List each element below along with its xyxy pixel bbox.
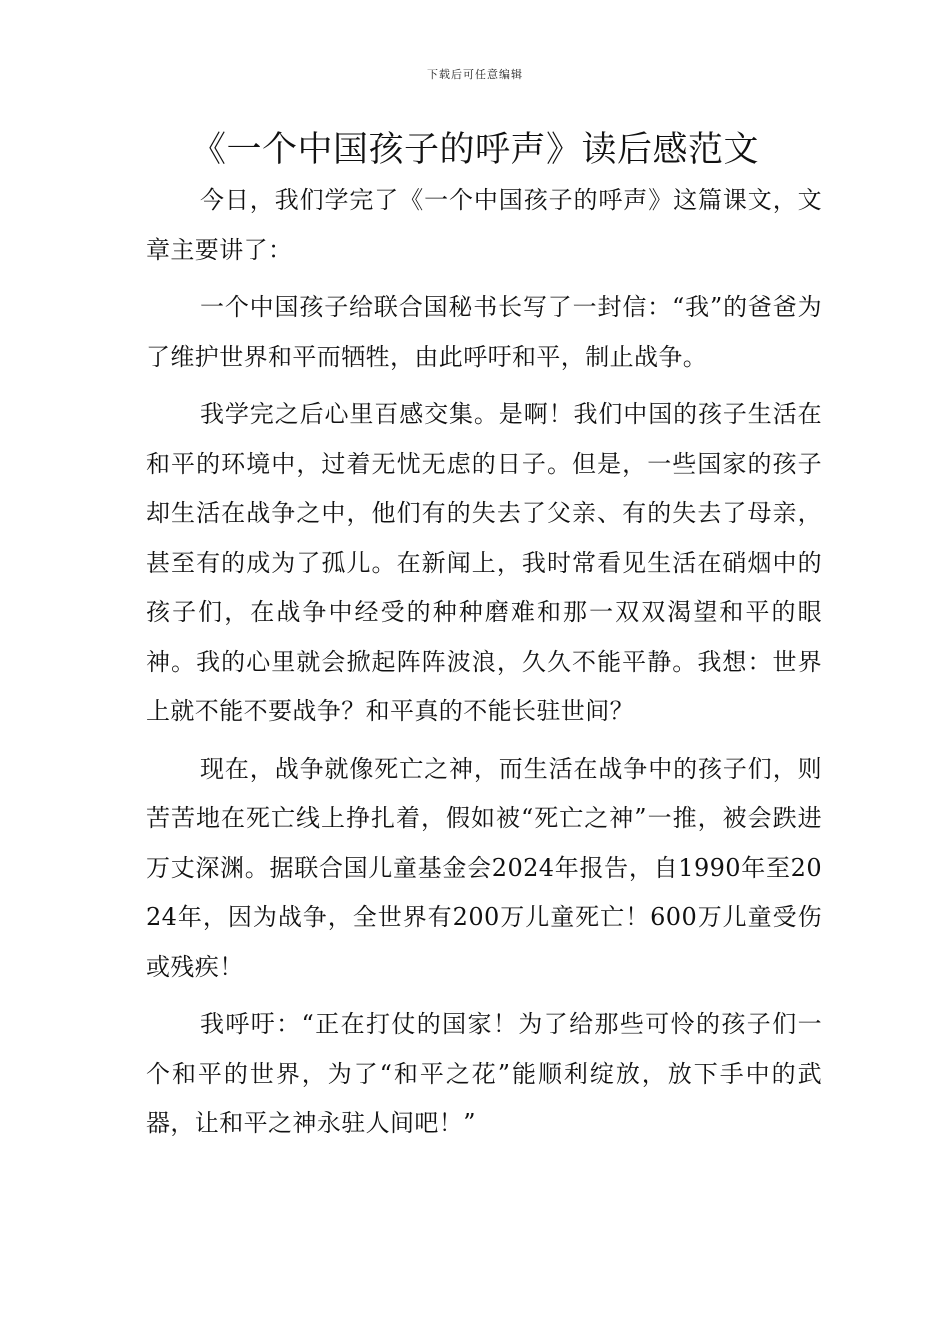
header-note: 下载后可任意编辑	[427, 68, 523, 81]
document-body	[146, 176, 822, 1157]
document-title: 《一个中国孩子的呼声》读后感范文	[190, 130, 759, 170]
paragraph-reflection: 我学完之后心里百感交集。是啊！我们中国的孩子生活在和平的环境中，过着无忧无虑的日子。但是，一些国家的孩子却生活在战争之中，他们有的失去了父亲、有的失去了母亲，甚至有的成为了孤儿。在新闻上，我时常看见生活在硝烟中的孩子们，在战争中经受的种种磨难和那一双双渴望和平的眼神。我的心里就会掀起阵阵波浪，久久不能平静。我想：世界上就不能不要战争？和平真的不能长驻世间？	[146, 400, 822, 725]
paragraph-summary: 一个中国孩子给联合国秘书长写了一封信：“我”的爸爸为了维护世界和平而牺牲，由此呼吁和平，制止战争。	[146, 293, 822, 371]
paragraph-appeal: 我呼吁：“正在打仗的国家！为了给那些可怜的孩子们一个和平的世界，为了“和平之花”能顺利绽放，放下手中的武器，让和平之神永驻人间吧！”	[146, 1010, 822, 1137]
paragraph-war-facts: 现在，战争就像死亡之神，而生活在战争中的孩子们，则苦苦地在死亡线上挣扎着，假如被“死亡之神”一推，被会跌进万丈深渊。据联合国儿童基金会2024年报告，自1990年至2024年，因为战争，全世界有200万儿童死亡！600万儿童受伤或残疾！	[146, 754, 822, 981]
paragraph-intro: 今日，我们学完了《一个中国孩子的呼声》这篇课文，文章主要讲了：	[146, 186, 822, 264]
